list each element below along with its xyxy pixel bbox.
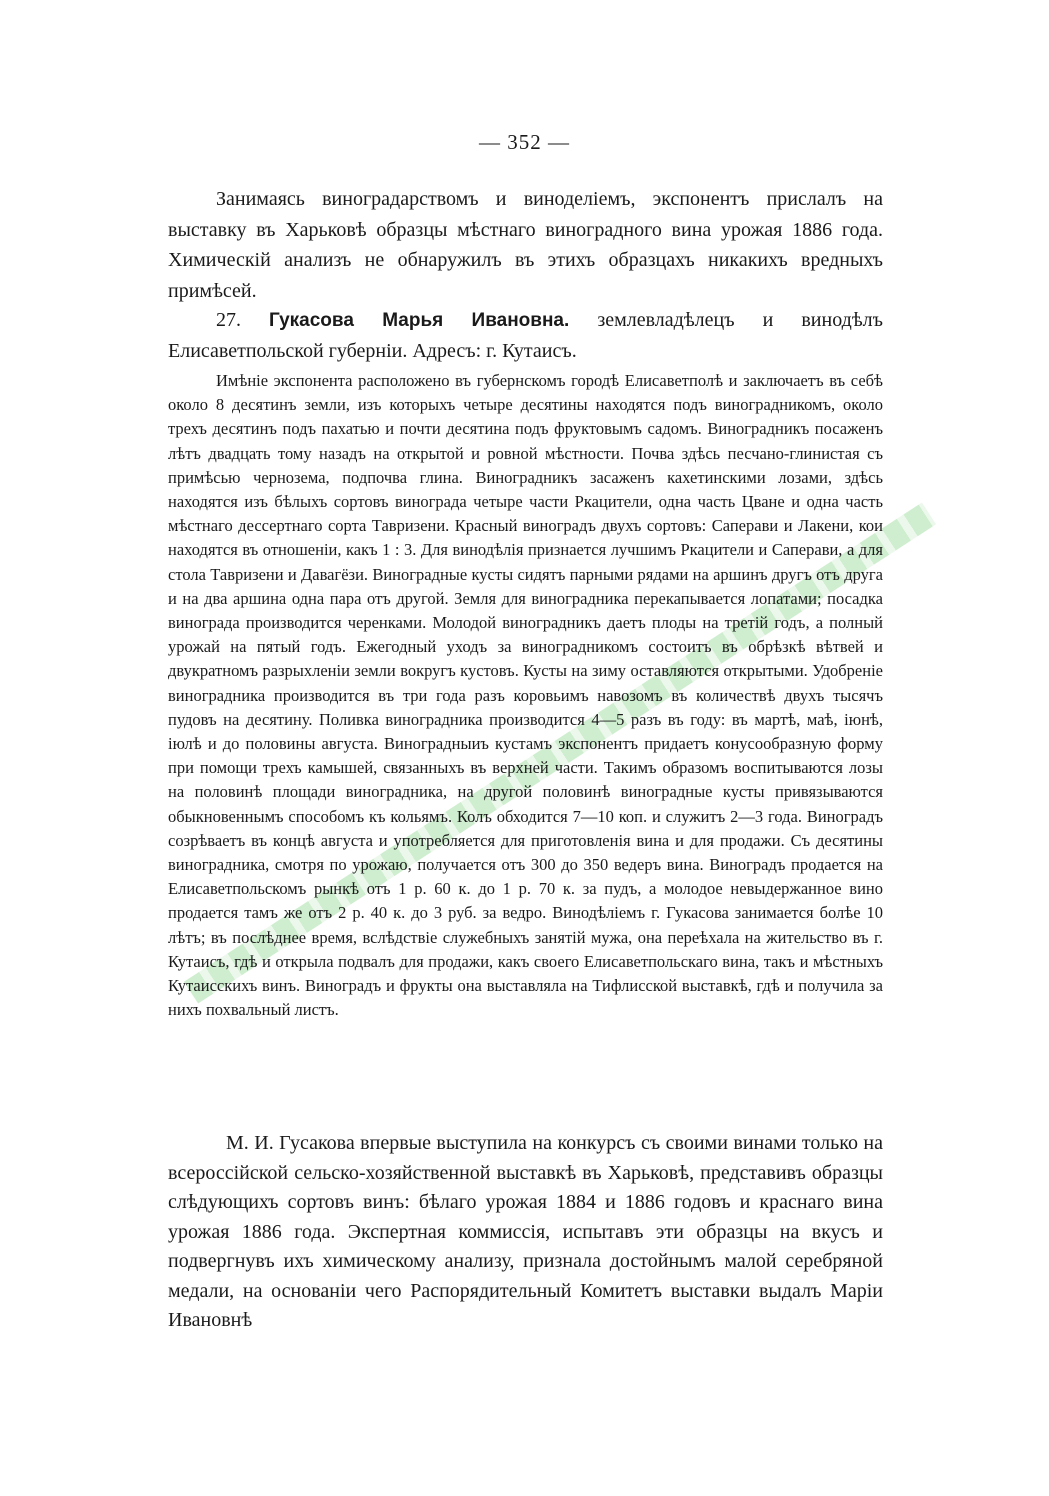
entry-name: Гукасова Марья Ивановна.: [269, 310, 570, 331]
conclusion-paragraph: М. И. Гусакова впервые выступила на конкурсъ съ своими винами только на всероссійской сельско-хозяйственной выставкѣ въ Харьковѣ, представивъ образцы слѣдующихъ сортовъ винъ: бѣлаго урожая 1884 и 1886 годовъ и краснаго вина урожая 1886 года. Экспертная коммиссія, испытавъ эти образцы на вкусъ и подвергнувъ ихъ химическому анализу, признала достойнымъ малой серебряной медали, на основаніи чего Распорядительный Комитетъ выставки выдалъ Маріи Ивановнѣ: [168, 1132, 883, 1331]
description-paragraph: Имѣніе экспонента расположено въ губернскомъ городѣ Елисаветполѣ и заключаетъ въ себѣ около 8 десятинъ земли, изъ которыхъ четыре десятины находятся подъ виноградникомъ, около трехъ десятинъ подъ пахатью и почти десятина подъ фруктовымъ садомъ. Виноградникъ посаженъ лѣтъ двадцать тому назадъ на открытой и ровной мѣстности. Почва здѣсь песчано-глинистая съ примѣсью чернозема, подпочва глина. Виноградникъ засаженъ кахетинскими лозами, здѣсь находятся изъ бѣлыхъ сортовъ винограда четыре части Ркацители, одна часть Цване и одна часть мѣстнаго дессертнаго сорта Тавризени. Красный виноградъ двухъ сортовъ: Саперави и Лакени, кои находятся въ отношеніи, какъ 1 : 3. Для винодѣлія признается лучшимъ Ркацители и Саперави, а для стола Тавризени и Давагёзи. Виноградные кусты сидятъ парными рядами на аршинъ другъ отъ друга и на два аршина одна пара отъ другой. Земля для виноградника перекапывается лопатами; посадка винограда производится черенками. Молодой виноградникъ даетъ плоды на третій годъ, а полный урожай на пятый годъ. Ежегодный уходъ за виноградникомъ состоитъ въ обрѣзкѣ вѣтвей и двукратномъ разрыхленіи земли вокругъ кустовъ. Кусты на зиму оставляются открытыми. Удобреніе виноградника производится въ три года разъ коровьимъ навозомъ въ количествѣ двухъ тысячъ пудовъ на десятину. Поливка виноградника производится 4—5 разъ въ году: въ мартѣ, маѣ, іюнѣ, іюлѣ и до половины августа. Виноградныиъ кустамъ экспонентъ придаетъ конусообразную форму при помощи трехъ камышей, связанныхъ въ верхней части. Такимъ образомъ воспитываются лозы на половинѣ площади виноградника, на другой половинѣ виноградные кусты привязываются обыкновеннымъ способомъ къ кольямъ. Колъ обходится 7—10 коп. и служитъ 2—3 года. Виноградъ созрѣваетъ въ концѣ августа и употребляется для приготовленія вина и для продажи. Съ десятины виноградника, смотря по урожаю, получается отъ 300 до 350 ведеръ вина. Виноградъ продается на Елисаветпольскомъ рынкѣ отъ 1 р. 60 к. до 1 р. 70 к. за пудъ, а молодое невыдержанное вино продается тамъ же отъ 2 р. 40 к. до 3 руб. за ведро. Винодѣліемъ г. Гукасова занимается болѣе 10 лѣтъ; въ послѣднее время, вслѣдствіе служебныхъ занятій мужа, она переѣхала на жительство въ г. Кутаисъ, гдѣ и открыла подвалъ для продажи, какъ своего Елисаветпольскаго вина, такъ и мѣстныхъ Кутаисскихъ винъ. Виноградъ и фрукты она выставляла на Тифлисской выставкѣ, гдѣ и получила за нихъ похвальный листъ.: [168, 371, 883, 1020]
entry-number: 27.: [216, 309, 241, 331]
entry-details: землевладѣлецъ и винодѣлъ Елисаветпольской губерніи. Адресъ: г. Кутаисъ.: [168, 309, 883, 362]
page-number: — 352 —: [479, 130, 570, 154]
intro-paragraph: Занимаясь виноградарствомъ и виноделіемъ, экспонентъ прислалъ на выставку въ Харьковѣ образцы мѣстнаго виноградного вина урожая 1886 года. Химическій анализъ не обнаружилъ въ этихъ образцахъ никакихъ вредныхъ примѣсей.: [168, 188, 883, 302]
entry-heading-paragraph: [168, 305, 883, 366]
